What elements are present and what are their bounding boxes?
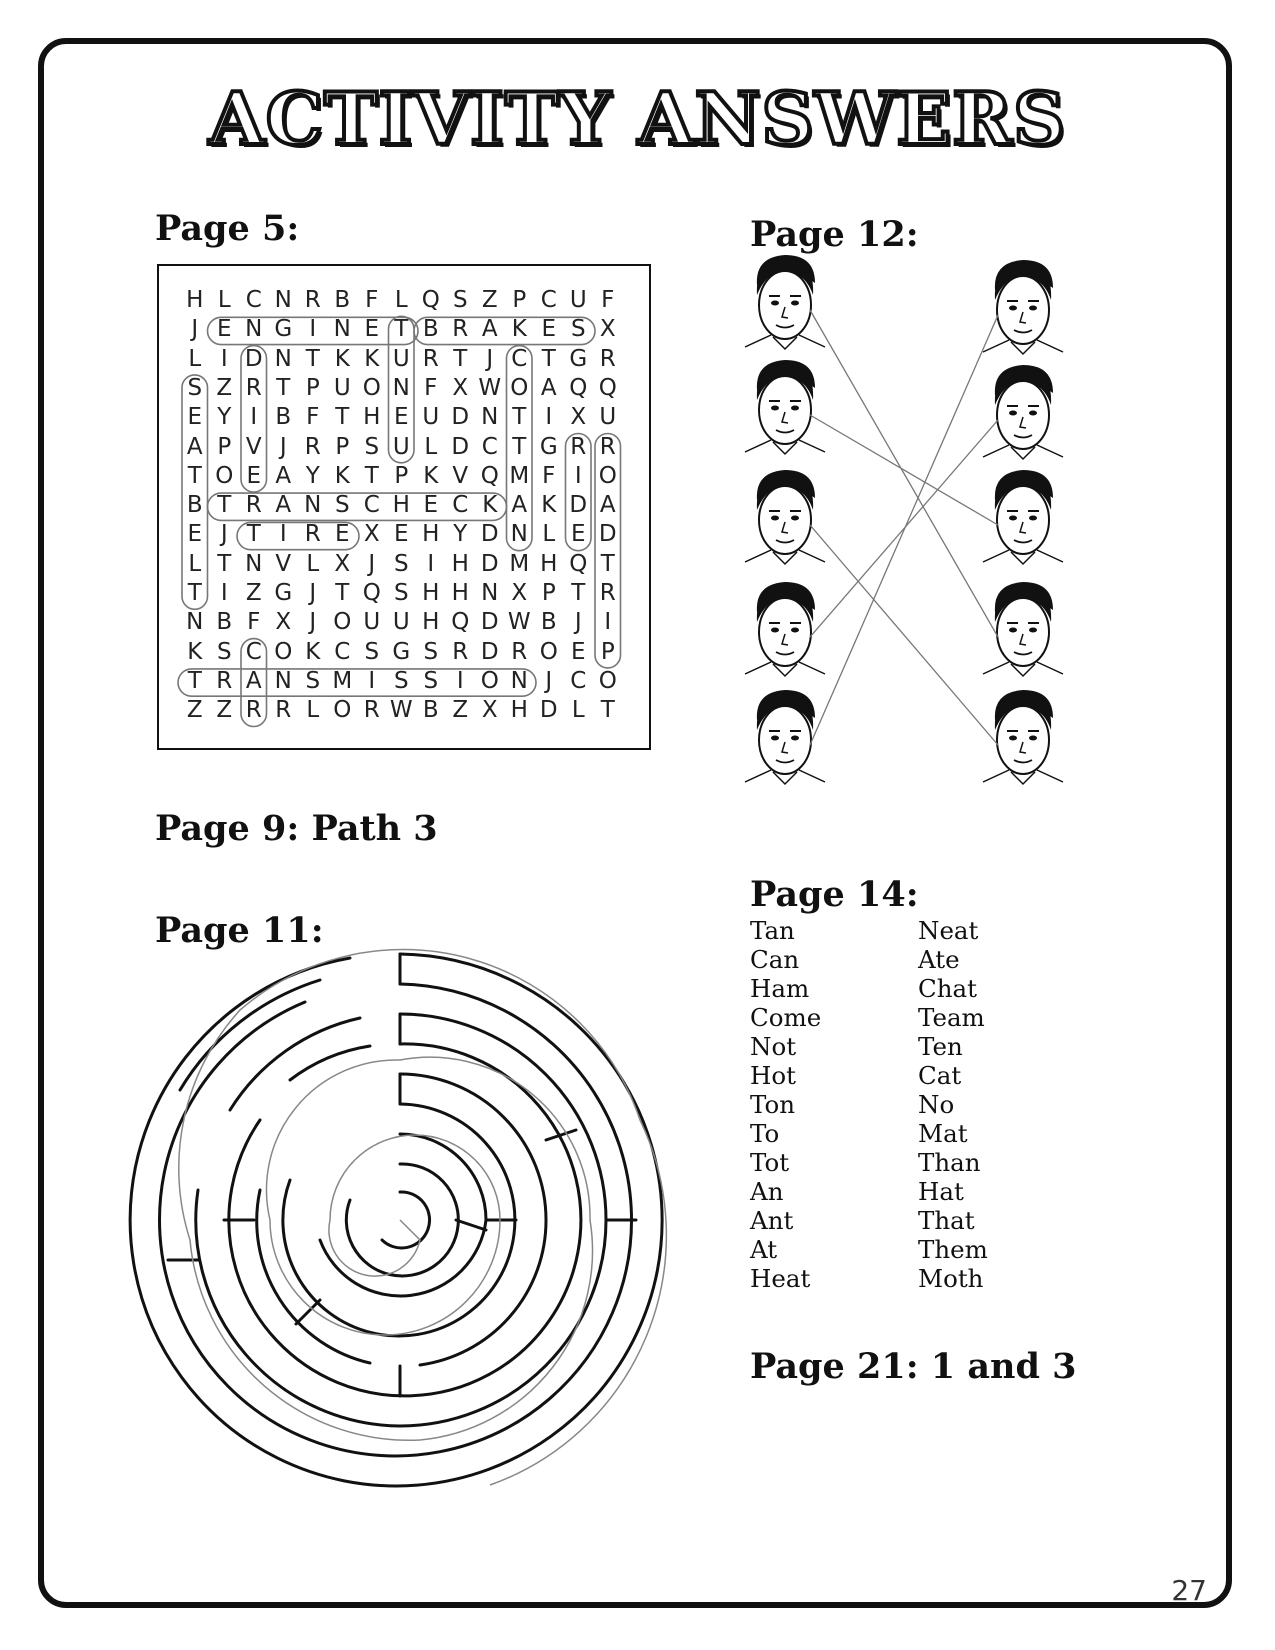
word-search-letter: Q bbox=[451, 609, 470, 636]
word-search-letter: I bbox=[368, 667, 376, 694]
word-search-letter: X bbox=[452, 374, 469, 401]
word-search-letter: E bbox=[364, 316, 380, 343]
word-search-letter: T bbox=[187, 667, 202, 694]
word-search-letter: C bbox=[570, 667, 587, 694]
word-search-letter: R bbox=[599, 345, 616, 372]
word-search-letter: L bbox=[188, 345, 202, 372]
word-search-letter: M bbox=[332, 667, 353, 694]
page14-word: Ten bbox=[918, 1032, 963, 1061]
page14-word: To bbox=[750, 1119, 780, 1148]
word-search-letter: T bbox=[187, 462, 202, 489]
page14-word: That bbox=[918, 1206, 975, 1235]
page14-word: Chat bbox=[918, 974, 977, 1003]
word-search-letter: W bbox=[389, 697, 413, 724]
page14-word: Tot bbox=[750, 1148, 790, 1177]
word-search-letter: C bbox=[540, 287, 557, 313]
word-search-letter: I bbox=[309, 316, 317, 343]
word-search-letter: B bbox=[275, 404, 292, 431]
word-search-letter: J bbox=[220, 521, 228, 548]
word-search-letter: Y bbox=[305, 462, 320, 489]
word-search-letter: K bbox=[423, 462, 439, 489]
answer-oval bbox=[208, 493, 507, 520]
word-search-letter: H bbox=[422, 521, 440, 548]
word-search-letter: F bbox=[306, 404, 320, 431]
answer-oval bbox=[241, 346, 267, 493]
word-search-letter: F bbox=[424, 374, 438, 401]
word-search-letter: I bbox=[574, 462, 582, 489]
word-search-letter: S bbox=[393, 667, 409, 694]
word-search-letter: R bbox=[511, 638, 528, 665]
page14-words-right bbox=[918, 916, 988, 1293]
word-search-letter: F bbox=[542, 462, 556, 489]
word-search-letter: A bbox=[245, 667, 262, 694]
page14-word: Can bbox=[750, 945, 800, 974]
word-search-letter: H bbox=[540, 550, 558, 577]
word-search-letter: S bbox=[364, 638, 380, 665]
word-search-letter: B bbox=[422, 316, 439, 343]
word-search-letter: T bbox=[394, 316, 409, 343]
word-search-letter: N bbox=[274, 345, 292, 372]
word-search-letter: P bbox=[335, 433, 350, 460]
word-search-letter: G bbox=[274, 316, 293, 343]
page14-word: Than bbox=[918, 1148, 981, 1177]
word-search-letter: E bbox=[216, 316, 232, 343]
word-search-letter: L bbox=[306, 697, 320, 724]
word-search-letter: E bbox=[246, 462, 262, 489]
match-line bbox=[810, 310, 998, 637]
word-search-letter: H bbox=[510, 697, 528, 724]
word-search-letter: F bbox=[365, 287, 379, 313]
word-search-letter: L bbox=[424, 433, 438, 460]
word-search-letter: J bbox=[309, 580, 317, 606]
word-search-letter: Q bbox=[598, 374, 617, 401]
face-drawing bbox=[983, 260, 1063, 354]
word-search-letter: M bbox=[509, 462, 530, 489]
word-search-letter: N bbox=[481, 404, 499, 431]
word-search-letter: Q bbox=[480, 462, 499, 489]
word-search-letter: V bbox=[452, 462, 469, 489]
answer-oval bbox=[237, 522, 359, 549]
face-drawing bbox=[983, 690, 1063, 784]
page14-word: Moth bbox=[918, 1264, 984, 1293]
word-search-letter: K bbox=[334, 345, 350, 372]
word-search-letter: H bbox=[422, 580, 440, 606]
word-search-letter: U bbox=[422, 404, 440, 431]
word-search-letter: I bbox=[545, 404, 553, 431]
word-search-letter: J bbox=[574, 609, 582, 636]
word-search-letter: B bbox=[422, 697, 439, 724]
answer-oval bbox=[595, 434, 621, 668]
word-search-letter: U bbox=[569, 287, 587, 313]
word-search-letter: Z bbox=[452, 697, 469, 724]
word-search-letter: T bbox=[335, 404, 350, 431]
word-search-letter: E bbox=[423, 492, 439, 519]
word-search-letter: I bbox=[427, 550, 435, 577]
word-search-letter: X bbox=[275, 609, 292, 636]
word-search-letter: N bbox=[392, 374, 410, 401]
page14-word: Heat bbox=[750, 1264, 811, 1293]
word-search-letter: R bbox=[275, 697, 292, 724]
word-search-letter: B bbox=[216, 609, 233, 636]
word-search-letter: N bbox=[481, 580, 499, 606]
word-search-letter: O bbox=[362, 374, 381, 401]
word-search-letter: U bbox=[333, 374, 351, 401]
page14-word: Not bbox=[750, 1032, 797, 1061]
word-search-letter: T bbox=[571, 580, 586, 606]
word-search-letter: R bbox=[452, 316, 469, 343]
word-search-letter: X bbox=[599, 316, 616, 343]
heading-page-11: Page 11: bbox=[155, 910, 324, 951]
page14-words-left bbox=[750, 916, 821, 1293]
word-search-letter: K bbox=[334, 462, 350, 489]
word-search-letter: L bbox=[188, 550, 202, 577]
word-search-letter: E bbox=[393, 521, 409, 548]
word-search-letter: S bbox=[187, 374, 203, 401]
word-search-letter: N bbox=[510, 667, 528, 694]
word-search-letter: Z bbox=[216, 374, 233, 401]
word-search-letter: T bbox=[305, 345, 320, 372]
word-search-letter: K bbox=[187, 638, 203, 665]
word-search-letter: T bbox=[187, 580, 202, 606]
page14-word: Ate bbox=[918, 945, 960, 974]
word-search-letter: J bbox=[279, 433, 287, 460]
word-search-letter: S bbox=[305, 667, 321, 694]
page14-word: At bbox=[750, 1235, 778, 1264]
word-search-letter: B bbox=[186, 492, 203, 519]
answer-oval bbox=[241, 639, 267, 727]
face-drawing bbox=[983, 470, 1063, 564]
word-search-letter: Y bbox=[217, 404, 232, 431]
word-search-letter: Q bbox=[421, 287, 440, 313]
word-search-letter: T bbox=[335, 580, 350, 606]
word-search-letter: H bbox=[451, 550, 469, 577]
word-search-letter: P bbox=[394, 462, 409, 489]
word-search-letter: A bbox=[511, 492, 528, 519]
word-search-letter: K bbox=[541, 492, 557, 519]
word-search-letter: D bbox=[480, 609, 499, 636]
word-search-letter: N bbox=[304, 492, 322, 519]
word-search-letter: U bbox=[392, 609, 410, 636]
word-search-letter: R bbox=[363, 697, 380, 724]
word-search-letter: S bbox=[452, 287, 468, 313]
word-search-letter: C bbox=[452, 492, 469, 519]
word-search-letter: T bbox=[512, 404, 527, 431]
word-search-letter: Q bbox=[569, 550, 588, 577]
word-search-letter: N bbox=[510, 521, 528, 548]
heading-page-14: Page 14: bbox=[750, 874, 919, 915]
word-search-letter: Q bbox=[362, 580, 381, 606]
word-search-letter: F bbox=[601, 287, 615, 313]
word-search-letter: G bbox=[539, 433, 558, 460]
word-search-letter: E bbox=[393, 404, 409, 431]
word-search-letter: R bbox=[245, 492, 262, 519]
word-search-letter: N bbox=[245, 550, 263, 577]
word-search-letter: D bbox=[569, 492, 588, 519]
word-search-letter: N bbox=[333, 316, 351, 343]
face-drawing bbox=[745, 470, 825, 564]
word-search-letter: C bbox=[511, 345, 528, 372]
word-search-letter: L bbox=[394, 287, 408, 313]
word-search-letter: A bbox=[599, 492, 616, 519]
word-search-letter: S bbox=[423, 667, 439, 694]
word-search-letter: O bbox=[598, 667, 617, 694]
word-search-letter: T bbox=[364, 462, 379, 489]
word-search-letter: G bbox=[392, 638, 411, 665]
word-search-letter: W bbox=[478, 374, 502, 401]
word-search-letter: R bbox=[304, 433, 321, 460]
word-search-letter: F bbox=[247, 609, 261, 636]
word-search-letter: R bbox=[245, 374, 262, 401]
page14-word: Them bbox=[918, 1235, 988, 1264]
face-drawing bbox=[745, 360, 825, 454]
answer-oval bbox=[182, 375, 208, 609]
answer-oval bbox=[507, 346, 533, 551]
word-search-letter: Q bbox=[569, 374, 588, 401]
page-number: 27 bbox=[1171, 1574, 1207, 1607]
word-search-letter: U bbox=[363, 609, 381, 636]
word-search-letter: L bbox=[571, 697, 585, 724]
word-search-letter: P bbox=[305, 374, 320, 401]
heading-page-21: Page 21: 1 and 3 bbox=[750, 1346, 1077, 1387]
word-search-letter: U bbox=[392, 345, 410, 372]
word-search-letter: G bbox=[274, 580, 293, 606]
circular-maze-solution bbox=[120, 940, 680, 1500]
page-title: ACTIVITY ANSWERS bbox=[208, 76, 1067, 161]
face-drawing bbox=[745, 255, 825, 349]
page14-word: Cat bbox=[918, 1061, 962, 1090]
word-search-letter: K bbox=[511, 316, 527, 343]
word-search-letter: A bbox=[275, 492, 292, 519]
word-search-letter: R bbox=[304, 287, 321, 313]
word-search-letter: E bbox=[187, 404, 203, 431]
page14-word: Ant bbox=[750, 1206, 794, 1235]
word-search-letter: J bbox=[368, 550, 376, 577]
heading-page-5: Page 5: bbox=[155, 208, 300, 249]
page14-word: Come bbox=[750, 1003, 822, 1032]
word-search-letter: B bbox=[334, 287, 351, 313]
word-search-letter: S bbox=[570, 316, 586, 343]
word-search-letter: G bbox=[569, 345, 588, 372]
word-search-letter: E bbox=[570, 638, 586, 665]
page14-word: Tan bbox=[750, 916, 795, 945]
word-search-letter: Z bbox=[245, 580, 262, 606]
word-search-letter: T bbox=[541, 345, 556, 372]
word-search-letter: U bbox=[392, 433, 410, 460]
word-search-letter: X bbox=[481, 697, 498, 724]
word-search-letter: Z bbox=[186, 697, 203, 724]
word-search-letter: O bbox=[215, 462, 234, 489]
word-search-letter: N bbox=[274, 667, 292, 694]
page14-word: Ham bbox=[750, 974, 810, 1003]
page14-word: Team bbox=[918, 1003, 985, 1032]
word-search-letter: E bbox=[541, 316, 557, 343]
word-search-letter: R bbox=[216, 667, 233, 694]
word-search-letter: D bbox=[480, 638, 499, 665]
word-search-letter: O bbox=[333, 697, 352, 724]
word-search-letter: T bbox=[453, 345, 468, 372]
match-line bbox=[810, 315, 998, 745]
word-search-letter: O bbox=[598, 462, 617, 489]
page14-word: Ton bbox=[750, 1090, 795, 1119]
match-line bbox=[810, 415, 998, 525]
word-search-letter: O bbox=[274, 638, 293, 665]
page14-word: Hat bbox=[918, 1177, 964, 1206]
word-search-letter: I bbox=[220, 580, 228, 606]
word-search-letter: C bbox=[363, 492, 380, 519]
word-search-letter: S bbox=[423, 638, 439, 665]
word-search-letter: K bbox=[482, 492, 498, 519]
word-search-letter: R bbox=[245, 697, 262, 724]
word-search-letter: S bbox=[364, 433, 380, 460]
word-search-letter: D bbox=[480, 521, 499, 548]
word-search-letter: N bbox=[245, 316, 263, 343]
word-search-letter: R bbox=[599, 580, 616, 606]
face-drawing bbox=[983, 582, 1063, 676]
word-search-letter: C bbox=[245, 638, 262, 665]
answer-oval bbox=[566, 434, 592, 551]
word-search-letter: T bbox=[276, 374, 291, 401]
word-search-letter: D bbox=[598, 521, 617, 548]
word-search-letter: M bbox=[509, 550, 530, 577]
word-search-letter: S bbox=[393, 550, 409, 577]
face-drawing bbox=[745, 582, 825, 676]
word-search-letter: I bbox=[456, 667, 464, 694]
heading-page-12: Page 12: bbox=[750, 214, 919, 255]
answer-oval bbox=[208, 317, 419, 344]
word-search-letter: X bbox=[570, 404, 587, 431]
word-search-letter: I bbox=[250, 404, 258, 431]
word-search-letter: S bbox=[216, 638, 232, 665]
word-search-letter: D bbox=[480, 550, 499, 577]
word-search-letter: H bbox=[392, 492, 410, 519]
word-search-letter: P bbox=[600, 638, 615, 665]
word-search-letter: A bbox=[186, 433, 203, 460]
word-search-letter: K bbox=[305, 638, 321, 665]
word-search-letter: A bbox=[481, 316, 498, 343]
match-line bbox=[810, 525, 998, 745]
word-search-letter: V bbox=[275, 550, 292, 577]
word-search-letter: T bbox=[600, 550, 615, 577]
word-search-letter: K bbox=[364, 345, 380, 372]
word-search-letter: R bbox=[422, 345, 439, 372]
word-search-letter: Z bbox=[216, 697, 233, 724]
word-search-letter: L bbox=[542, 521, 556, 548]
word-search-letter: L bbox=[217, 287, 231, 313]
page14-word: An bbox=[750, 1177, 784, 1206]
word-search-letter: C bbox=[481, 433, 498, 460]
word-search-letter: Z bbox=[481, 287, 498, 313]
answer-oval bbox=[414, 317, 595, 344]
word-search-letter: P bbox=[512, 287, 527, 313]
word-search-letter: I bbox=[604, 609, 612, 636]
page14-word: No bbox=[918, 1090, 955, 1119]
word-search-letter: A bbox=[275, 462, 292, 489]
word-search-letter: D bbox=[451, 433, 470, 460]
word-search-letter: H bbox=[363, 404, 381, 431]
word-search-letter: O bbox=[333, 609, 352, 636]
heading-page-9: Page 9: Path 3 bbox=[155, 808, 438, 849]
word-search-letter: D bbox=[244, 345, 263, 372]
word-search-letter: R bbox=[599, 433, 616, 460]
word-search-letter: T bbox=[217, 492, 232, 519]
word-search-letter: S bbox=[334, 492, 350, 519]
answer-oval bbox=[178, 669, 536, 696]
word-search-letter: A bbox=[540, 374, 557, 401]
word-search-letter: N bbox=[274, 287, 292, 313]
word-search-letter: C bbox=[334, 638, 351, 665]
word-search-letter: H bbox=[422, 609, 440, 636]
word-search-letter: T bbox=[246, 521, 261, 548]
page14-word: Mat bbox=[918, 1119, 968, 1148]
word-search-letter: I bbox=[279, 521, 287, 548]
word-search-letter: D bbox=[539, 697, 558, 724]
page14-word: Neat bbox=[918, 916, 979, 945]
word-search-letter: T bbox=[512, 433, 527, 460]
word-search-letter: O bbox=[539, 638, 558, 665]
word-search-letter: J bbox=[309, 609, 317, 636]
word-search-letter: N bbox=[186, 609, 204, 636]
word-search-letter: O bbox=[480, 667, 499, 694]
word-search-letter: B bbox=[540, 609, 557, 636]
word-search-letter: W bbox=[507, 609, 531, 636]
word-search-letter: E bbox=[334, 521, 350, 548]
word-search-letter: X bbox=[511, 580, 528, 606]
word-search-letter: R bbox=[452, 638, 469, 665]
word-search-letter: J bbox=[486, 345, 494, 372]
word-search-letter: L bbox=[306, 550, 320, 577]
face-drawing bbox=[983, 365, 1063, 459]
word-search-letter: T bbox=[217, 550, 232, 577]
word-search-letter: O bbox=[510, 374, 529, 401]
word-search-letter: X bbox=[363, 521, 380, 548]
page14-word: Hot bbox=[750, 1061, 796, 1090]
answer-oval bbox=[389, 316, 415, 463]
word-search-letter: R bbox=[304, 521, 321, 548]
word-search-letter: R bbox=[570, 433, 587, 460]
word-search-letter: X bbox=[334, 550, 351, 577]
word-search-letter: P bbox=[541, 580, 556, 606]
word-search-letter: E bbox=[570, 521, 586, 548]
word-search-letter: S bbox=[393, 580, 409, 606]
word-search-letter: D bbox=[451, 404, 470, 431]
word-search-letter: E bbox=[187, 521, 203, 548]
word-search-letter: P bbox=[217, 433, 232, 460]
word-search-letter: H bbox=[451, 580, 469, 606]
word-search-letter: J bbox=[545, 667, 553, 694]
word-search-letter: C bbox=[245, 287, 262, 313]
word-search-letter: V bbox=[245, 433, 262, 460]
word-search-letter: J bbox=[191, 316, 199, 343]
word-search-letter: U bbox=[599, 404, 617, 431]
word-search-letter: I bbox=[220, 345, 228, 372]
face-matching-answer bbox=[740, 260, 1100, 820]
word-search-letter: H bbox=[186, 287, 204, 313]
word-search-letter: T bbox=[600, 697, 615, 724]
word-search-letter: Y bbox=[453, 521, 468, 548]
